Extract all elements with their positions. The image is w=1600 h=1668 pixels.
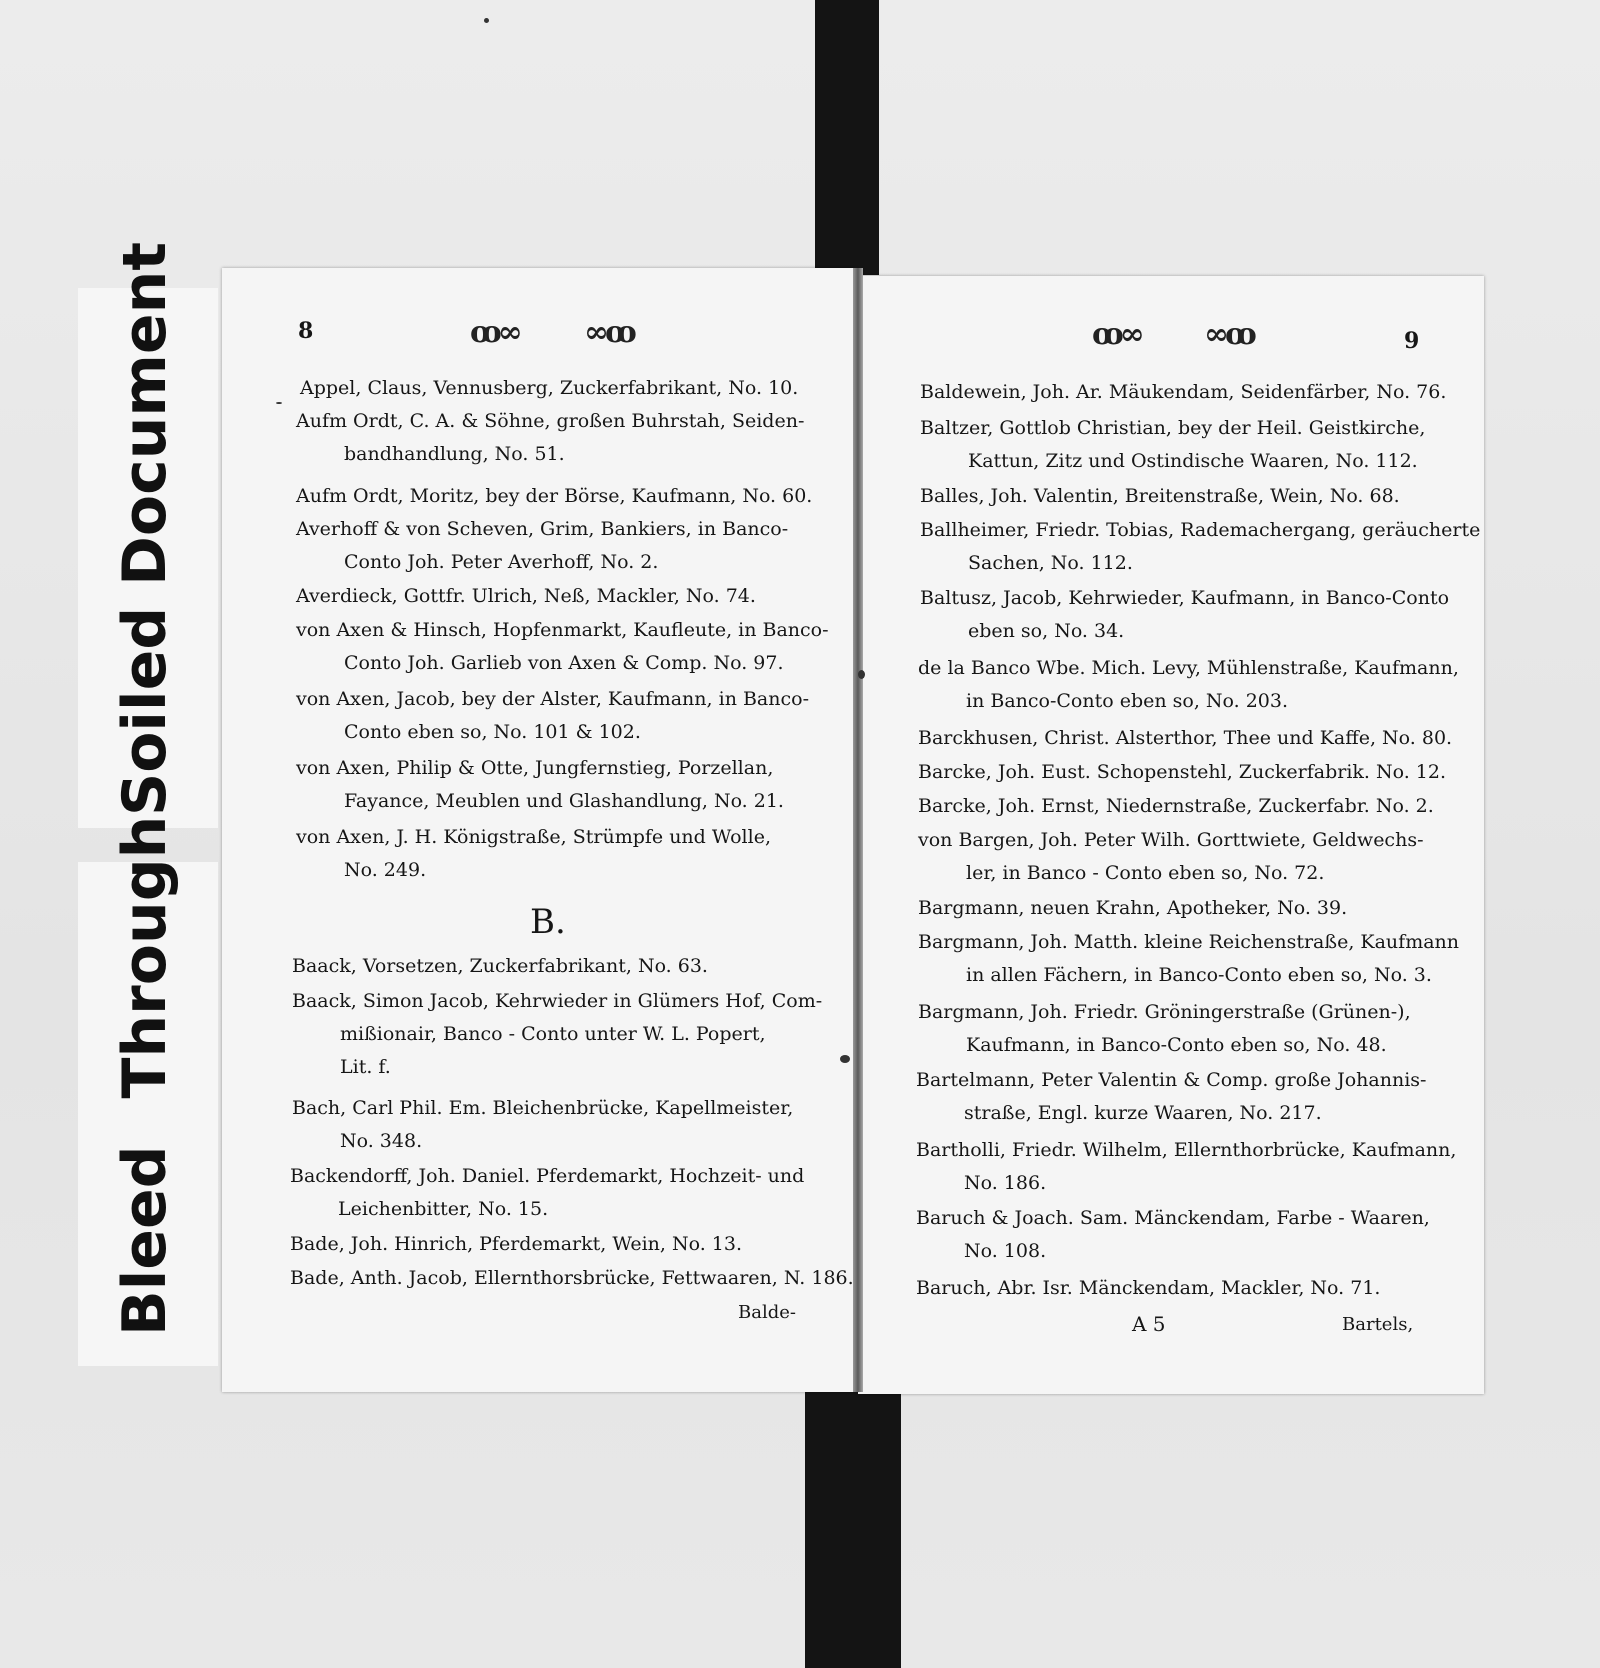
- entry-line: Leichenbitter, No. 15.: [338, 1198, 549, 1220]
- entry-line: Baltzer, Gottlob Christian, bey der Heil. Geistkirche,: [920, 417, 1426, 439]
- left-ornament-right-icon: ∞ꝏ: [584, 315, 633, 350]
- entry-line: von Axen, Jacob, bey der Alster, Kaufmann, in Banco-: [296, 688, 809, 710]
- entry-line: Bade, Joh. Hinrich, Pferdemarkt, Wein, No. 13.: [290, 1233, 742, 1255]
- list-item: [300, 372, 798, 405]
- entry-line: Conto Joh. Peter Averhoff, No. 2.: [344, 551, 659, 573]
- entry-line: Aufm Ordt, C. A. & Söhne, großen Buhrstah, Seiden-: [296, 410, 805, 432]
- section-letter: B.: [530, 902, 566, 942]
- list-item: [296, 405, 804, 471]
- book-gutter: [853, 268, 863, 1392]
- list-item: [920, 582, 1449, 648]
- list-item: [916, 1272, 1380, 1305]
- list-item: [918, 722, 1452, 755]
- entry-line: Conto Joh. Garlieb von Axen & Comp. No. 97.: [344, 652, 784, 674]
- entry-line: von Axen, J. H. Königstraße, Strümpfe und Wolle,: [296, 826, 771, 848]
- list-item: [290, 1228, 742, 1261]
- binding-tape-bottom: [805, 1390, 901, 1668]
- list-item: [918, 790, 1434, 823]
- list-item: [920, 376, 1446, 409]
- entry-line: Bartholli, Friedr. Wilhelm, Ellernthorbrücke, Kaufmann,: [916, 1139, 1457, 1161]
- entry-line: Bach, Carl Phil. Em. Bleichenbrücke, Kapellmeister,: [292, 1097, 794, 1119]
- entry-line: in Banco-Conto eben so, No. 203.: [966, 690, 1289, 712]
- list-item: [290, 1160, 804, 1226]
- list-item: [918, 892, 1347, 925]
- soil-speck: [484, 18, 489, 23]
- left-page-number: 8: [298, 318, 314, 344]
- entry-line: Averhoff & von Scheven, Grim, Bankiers, in Banco-: [296, 518, 789, 540]
- entry-line: von Bargen, Joh. Peter Wilh. Gorttwiete, Geldwechs-: [918, 829, 1424, 851]
- entry-line: Aufm Ordt, Moritz, bey der Börse, Kaufmann, No. 60.: [296, 485, 813, 507]
- entry-line: Kaufmann, in Banco-Conto eben so, No. 48.: [966, 1034, 1387, 1056]
- entry-line: Baack, Vorsetzen, Zuckerfabrikant, No. 63.: [292, 955, 708, 977]
- entry-line: Ballheimer, Friedr. Tobias, Rademachergang, geräucherte: [920, 519, 1481, 541]
- entry-line: Bade, Anth. Jacob, Ellernthorsbrücke, Fettwaaren, N. 186.: [290, 1267, 854, 1289]
- list-item: [920, 480, 1400, 513]
- entry-line: No. 348.: [340, 1130, 423, 1152]
- soil-speck: [276, 402, 282, 404]
- list-item: [916, 1064, 1426, 1130]
- list-item: [918, 926, 1459, 992]
- list-item: [296, 480, 812, 513]
- list-item: [918, 652, 1459, 718]
- entry-line: Baack, Simon Jacob, Kehrwieder in Glümers Hof, Com-: [292, 990, 823, 1012]
- entry-line: von Axen & Hinsch, Hopfenmarkt, Kaufleute, in Banco-: [296, 619, 829, 641]
- right-ornament-left-icon: ꝏ∞: [1092, 317, 1141, 352]
- entry-line: Barcke, Joh. Ernst, Niedernstraße, Zuckerfabr. No. 2.: [918, 795, 1434, 817]
- list-item: [292, 950, 708, 983]
- binding-tape-top: [815, 0, 879, 275]
- list-item: [292, 985, 822, 1084]
- entry-line: Baruch & Joach. Sam. Mänckendam, Farbe - Waaren,: [916, 1207, 1430, 1229]
- entry-line: No. 108.: [964, 1240, 1047, 1262]
- list-item: [296, 752, 784, 818]
- left-catchword: Balde-: [738, 1302, 796, 1323]
- bleed-through-label: Bleed Through: [110, 815, 180, 1336]
- entry-line: de la Banco Wbe. Mich. Levy, Mühlenstraße, Kaufmann,: [918, 657, 1459, 679]
- list-item: [296, 683, 809, 749]
- list-item: [920, 412, 1425, 478]
- list-item: [290, 1262, 854, 1295]
- list-item: [296, 513, 788, 579]
- entry-line: Averdieck, Gottfr. Ulrich, Neß, Mackler, No. 74.: [296, 585, 756, 607]
- right-catchword: Bartels,: [1342, 1314, 1414, 1335]
- list-item: [920, 514, 1480, 580]
- entry-line: eben so, No. 34.: [968, 620, 1125, 642]
- right-page-number: 9: [1404, 328, 1420, 354]
- soil-speck: [840, 1055, 850, 1063]
- entry-line: Fayance, Meublen und Glashandlung, No. 21.: [344, 790, 784, 812]
- entry-line: ler, in Banco - Conto eben so, No. 72.: [966, 862, 1325, 884]
- entry-line: Lit. f.: [340, 1056, 391, 1078]
- list-item: [292, 1092, 793, 1158]
- entry-line: Backendorff, Joh. Daniel. Pferdemarkt, Hochzeit- und: [290, 1165, 805, 1187]
- list-item: [916, 1134, 1456, 1200]
- entry-line: von Axen, Philip & Otte, Jungfernstieg, Porzellan,: [296, 757, 774, 779]
- entry-line: Appel, Claus, Vennusberg, Zuckerfabrikant, No. 10.: [300, 377, 799, 399]
- soil-speck: [858, 670, 865, 679]
- signature-mark: A 5: [1132, 1312, 1166, 1336]
- entry-line: No. 249.: [344, 859, 427, 881]
- entry-line: Balles, Joh. Valentin, Breitenstraße, Wein, No. 68.: [920, 485, 1400, 507]
- right-ornament-right-icon: ∞ꝏ: [1204, 317, 1253, 352]
- entry-line: Bargmann, Joh. Friedr. Gröningerstraße (Grünen-),: [918, 1001, 1411, 1023]
- entry-line: Bargmann, Joh. Matth. kleine Reichenstraße, Kaufmann: [918, 931, 1460, 953]
- entry-line: Barcke, Joh. Eust. Schopenstehl, Zuckerfabrik. No. 12.: [918, 761, 1447, 783]
- list-item: [918, 756, 1446, 789]
- entry-line: Sachen, No. 112.: [968, 552, 1133, 574]
- soiled-document-label: Soiled Document: [110, 241, 180, 816]
- entry-line: bandhandlung, No. 51.: [344, 443, 565, 465]
- entry-line: Baldewein, Joh. Ar. Mäukendam, Seidenfärber, No. 76.: [920, 381, 1447, 403]
- entry-line: Bargmann, neuen Krahn, Apotheker, No. 39.: [918, 897, 1348, 919]
- entry-line: Baltusz, Jacob, Kehrwieder, Kaufmann, in Banco-Conto: [920, 587, 1450, 609]
- entry-line: mißionair, Banco - Conto unter W. L. Popert,: [340, 1023, 766, 1045]
- list-item: [916, 1202, 1430, 1268]
- entry-line: Kattun, Zitz und Ostindische Waaren, No. 112.: [968, 450, 1418, 472]
- entry-line: Baruch, Abr. Isr. Mänckendam, Mackler, No. 71.: [916, 1277, 1381, 1299]
- list-item: [296, 614, 829, 680]
- entry-line: straße, Engl. kurze Waaren, No. 217.: [964, 1102, 1322, 1124]
- list-item: [918, 824, 1424, 890]
- entry-line: Barckhusen, Christ. Alsterthor, Thee und Kaffe, No. 80.: [918, 727, 1453, 749]
- left-ornament-left-icon: ꝏ∞: [470, 315, 519, 350]
- list-item: [296, 580, 756, 613]
- entry-line: in allen Fächern, in Banco-Conto eben so, No. 3.: [966, 964, 1432, 986]
- entry-line: Conto eben so, No. 101 & 102.: [344, 721, 641, 743]
- list-item: [918, 996, 1411, 1062]
- entry-line: Bartelmann, Peter Valentin & Comp. große Johannis-: [916, 1069, 1427, 1091]
- entry-line: No. 186.: [964, 1172, 1047, 1194]
- list-item: [296, 821, 771, 887]
